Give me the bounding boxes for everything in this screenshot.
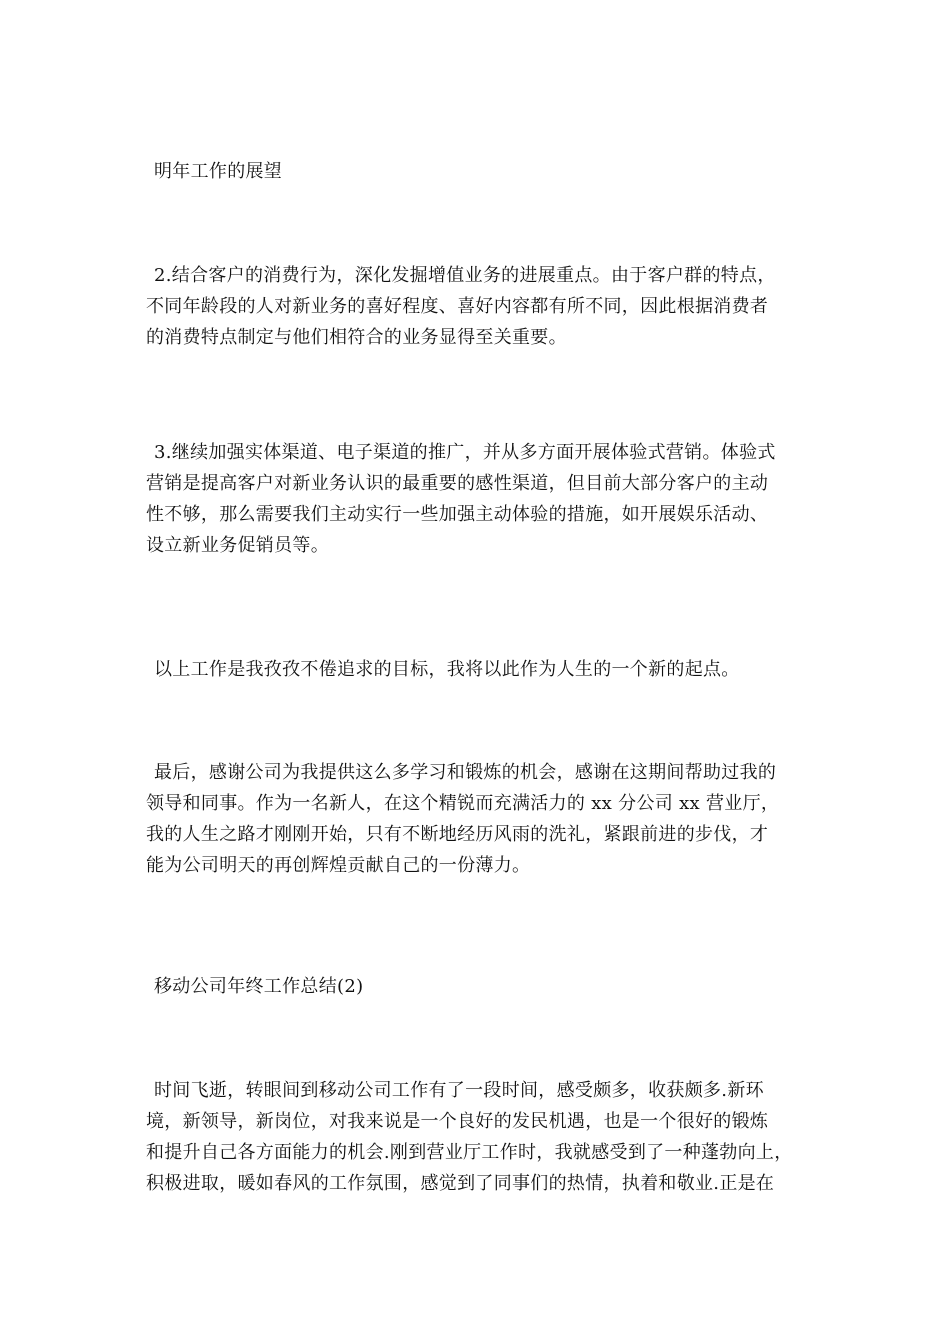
paragraph-line: 积极进取，暖如春风的工作氛围，感觉到了同事们的热情，执着和敬业.正是在 bbox=[146, 1173, 775, 1194]
paragraph-line: 时间飞逝，转眼间到移动公司工作有了一段时间，感受颇多，收获颇多.新环 bbox=[154, 1080, 764, 1101]
paragraph-line: 营销是提高客户对新业务认识的最重要的感性渠道，但目前大部分客户的主动 bbox=[146, 473, 769, 494]
paragraph-thanks bbox=[146, 757, 826, 881]
paragraph-line: 境，新领导，新岗位，对我来说是一个良好的发民机遇，也是一个很好的锻炼 bbox=[146, 1111, 769, 1132]
paragraph-line: 和提升自己各方面能力的机会.刚到营业厅工作时，我就感受到了一种蓬勃向上， bbox=[146, 1142, 793, 1163]
paragraph-line: 3.继续加强实体渠道、电子渠道的推广，并从多方面开展体验式营销。体验式 bbox=[154, 442, 776, 463]
paragraph-line: 的消费特点制定与他们相符合的业务显得至关重要。 bbox=[146, 327, 567, 348]
paragraph-summary bbox=[146, 654, 826, 685]
paragraph-line: 领导和同事。作为一名新人，在这个精锐而充满活力的 xx 分公司 xx 营业厅， bbox=[146, 793, 780, 814]
paragraph-line: 设立新业务促销员等。 bbox=[146, 535, 329, 556]
paragraph-line: 性不够，那么需要我们主动实行一些加强主动体验的措施，如开展娱乐活动、 bbox=[146, 504, 769, 525]
paragraph-line: 最后，感谢公司为我提供这么多学习和锻炼的机会，感谢在这期间帮助过我的 bbox=[154, 762, 777, 783]
paragraph-line: 我的人生之路才刚刚开始，只有不断地经历风雨的洗礼，紧跟前进的步伐，才 bbox=[146, 824, 769, 845]
paragraph-line: 能为公司明天的再创辉煌贡献自己的一份薄力。 bbox=[146, 855, 531, 876]
paragraph-line: 2.结合客户的消费行为，深化发掘增值业务的进展重点。由于客户群的特点， bbox=[154, 265, 776, 286]
heading-text: 移动公司年终工作总结(2) bbox=[154, 976, 364, 997]
paragraph-point-3 bbox=[146, 437, 826, 561]
paragraph-point-2 bbox=[146, 260, 826, 353]
paragraph-line: 以上工作是我孜孜不倦追求的目标，我将以此作为人生的一个新的起点。 bbox=[154, 659, 740, 680]
section-heading-summary-2 bbox=[146, 971, 826, 1002]
paragraph-time-flies bbox=[146, 1075, 826, 1199]
section-heading-outlook bbox=[146, 156, 826, 187]
heading-text: 明年工作的展望 bbox=[154, 161, 283, 182]
paragraph-line: 不同年龄段的人对新业务的喜好程度、喜好内容都有所不同，因此根据消费者 bbox=[146, 296, 769, 317]
